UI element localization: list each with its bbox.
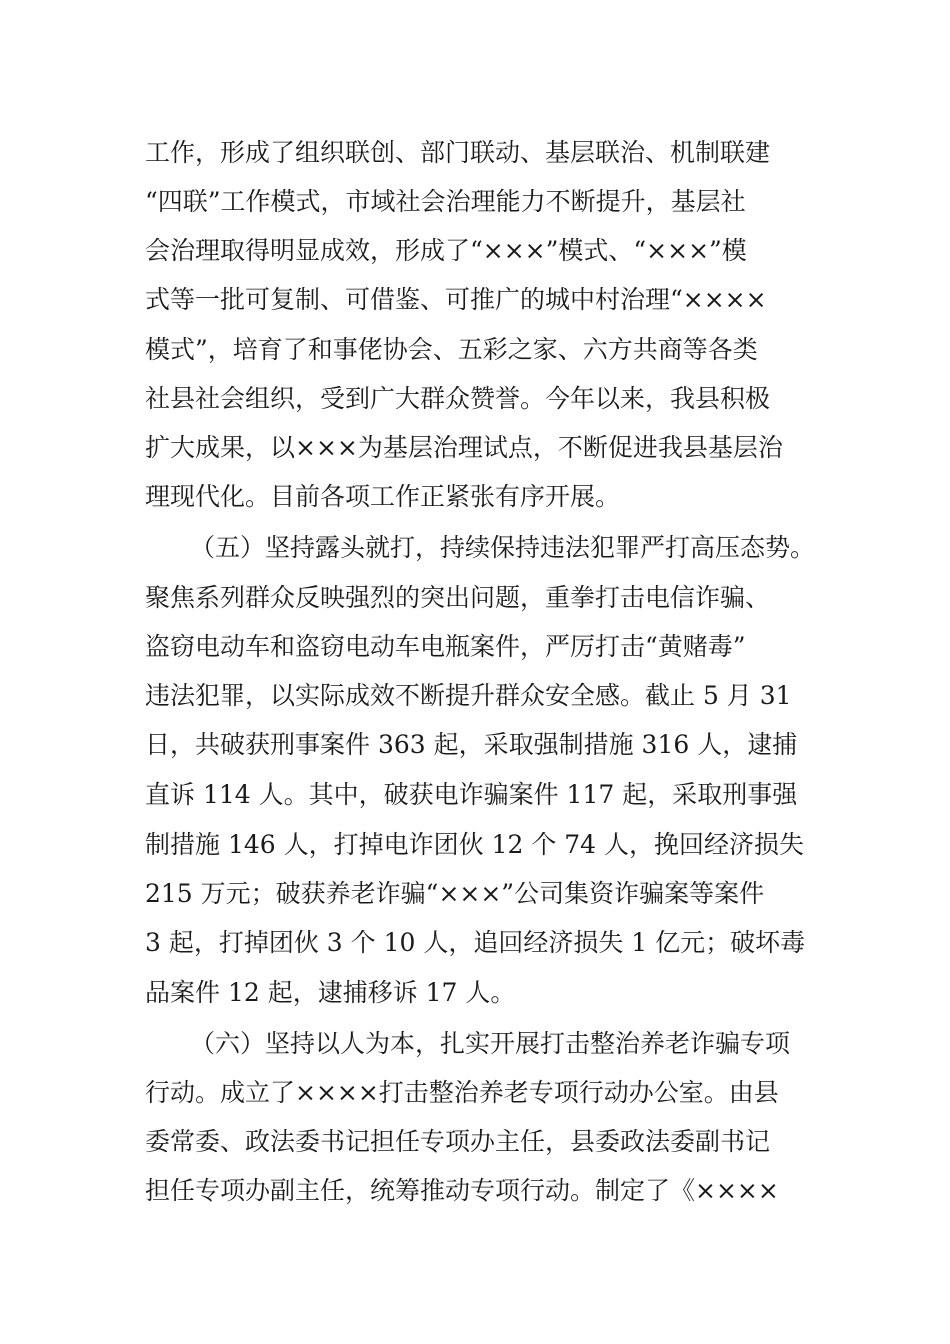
body-text-line: 理现代化。目前各项工作正紧张有序开展。: [145, 482, 621, 511]
body-text-line: 工作，形成了组织联创、部门联动、基层联治、机制联建: [145, 138, 771, 167]
body-text-line: 社县社会组织，受到广大群众赞誉。今年以来，我县积极: [145, 384, 771, 413]
body-text-line: 会治理取得明显成效，形成了“×××”模式、“×××”模: [145, 236, 747, 265]
body-text-line: 模式”，培育了和事佬协会、五彩之家、六方共商等各类: [145, 335, 758, 364]
body-text-line: 式等一批可复制、可借鉴、可推广的城中村治理“××××: [145, 285, 767, 314]
body-text-line: 制措施 146 人，打掉电诈团伙 12 个 74 人，挽回经济损失: [145, 830, 805, 859]
body-text-line: 担任专项办副主任，统筹推动专项行动。制定了《××××: [145, 1176, 779, 1205]
body-text-line: 215 万元；破获养老诈骗“×××”公司集资诈骗案等案件: [145, 879, 765, 908]
body-text-line: 品案件 12 起，逮捕移诉 17 人。: [145, 978, 516, 1007]
body-text-line: 盗窃电动车和盗窃电动车电瓶案件，严厉打击“黄赌毒”: [145, 632, 746, 661]
body-text-line: 3 起，打掉团伙 3 个 10 人，追回经济损失 1 亿元；破坏毒: [145, 928, 806, 957]
section-five-heading-line: （五）坚持露头就打，持续保持违法犯罪严打高压态势。: [190, 533, 816, 562]
body-text-line: 聚焦系列群众反映强烈的突出问题，重拳打击电信诈骗、: [145, 583, 771, 612]
body-text-line: 直诉 114 人。其中，破获电诈骗案件 117 起，采取刑事强: [145, 780, 798, 809]
body-text-line: 扩大成果，以×××为基层治理试点，不断促进我县基层治: [145, 433, 783, 462]
body-text-line: 违法犯罪，以实际成效不断提升群众安全感。截止 5 月 31: [145, 681, 792, 710]
body-text-line: “四联”工作模式，市域社会治理能力不断提升，基层社: [145, 187, 746, 216]
body-text-line: 行动。成立了××××打击整治养老专项行动办公室。由县: [145, 1078, 779, 1107]
section-six-heading-line: （六）坚持以人为本，扎实开展打击整治养老诈骗专项: [190, 1029, 791, 1058]
body-text-line: 委常委、政法委书记担任专项办主任，县委政法委副书记: [145, 1127, 771, 1156]
body-text-line: 日，共破获刑事案件 363 起，采取强制措施 316 人，逮捕: [145, 730, 798, 759]
